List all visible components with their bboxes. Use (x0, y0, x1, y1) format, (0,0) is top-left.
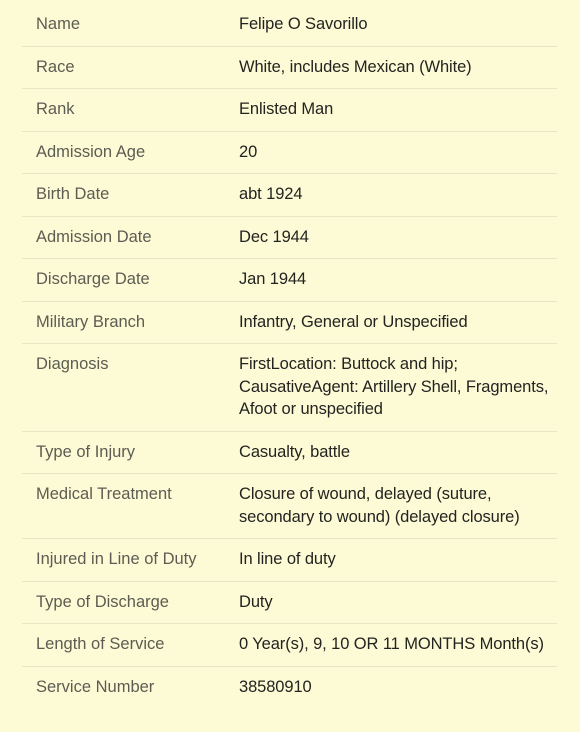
record-row-diagnosis (22, 344, 557, 432)
field-label: Type of Discharge (22, 581, 239, 624)
record-row-length-of-service (22, 624, 557, 667)
field-label: Type of Injury (22, 431, 239, 474)
field-label: Length of Service (22, 624, 239, 667)
field-value: Enlisted Man (239, 89, 557, 132)
field-value: Dec 1944 (239, 216, 557, 259)
field-value: FirstLocation: Buttock and hip; CausativeAgent: Artillery Shell, Fragments, Afoot or unspecified (239, 344, 557, 432)
field-value: In line of duty (239, 539, 557, 582)
field-value: Infantry, General or Unspecified (239, 301, 557, 344)
field-value: 0 Year(s), 9, 10 OR 11 MONTHS Month(s) (239, 624, 557, 667)
field-label: Diagnosis (22, 344, 239, 432)
record-row-name (22, 0, 557, 46)
record-row-military-branch (22, 301, 557, 344)
record-table (22, 0, 557, 708)
record-row-admission-date (22, 216, 557, 259)
field-label: Military Branch (22, 301, 239, 344)
record-row-type-of-discharge (22, 581, 557, 624)
field-value: Closure of wound, delayed (suture, secondary to wound) (delayed closure) (239, 474, 557, 539)
field-value: White, includes Mexican (White) (239, 46, 557, 89)
record-row-discharge-date (22, 259, 557, 302)
field-label: Admission Date (22, 216, 239, 259)
field-value: 20 (239, 131, 557, 174)
record-row-service-number (22, 666, 557, 708)
record-row-medical-treatment (22, 474, 557, 539)
record-row-birth-date (22, 174, 557, 217)
field-value: abt 1924 (239, 174, 557, 217)
field-label: Race (22, 46, 239, 89)
record-row-rank (22, 89, 557, 132)
field-label: Medical Treatment (22, 474, 239, 539)
field-label: Rank (22, 89, 239, 132)
field-value: Duty (239, 581, 557, 624)
record-row-race (22, 46, 557, 89)
field-label: Injured in Line of Duty (22, 539, 239, 582)
field-value: Felipe O Savorillo (239, 0, 557, 46)
field-label: Birth Date (22, 174, 239, 217)
field-value: 38580910 (239, 677, 312, 696)
field-value: Casualty, battle (239, 431, 557, 474)
record-row-type-of-injury (22, 431, 557, 474)
field-value: Jan 1944 (239, 259, 557, 302)
record-row-admission-age (22, 131, 557, 174)
field-label: Discharge Date (22, 259, 239, 302)
field-label: Admission Age (22, 131, 239, 174)
field-label: Name (22, 0, 239, 46)
field-label: Service Number (36, 677, 155, 696)
record-row-injured-in-line-of-duty (22, 539, 557, 582)
